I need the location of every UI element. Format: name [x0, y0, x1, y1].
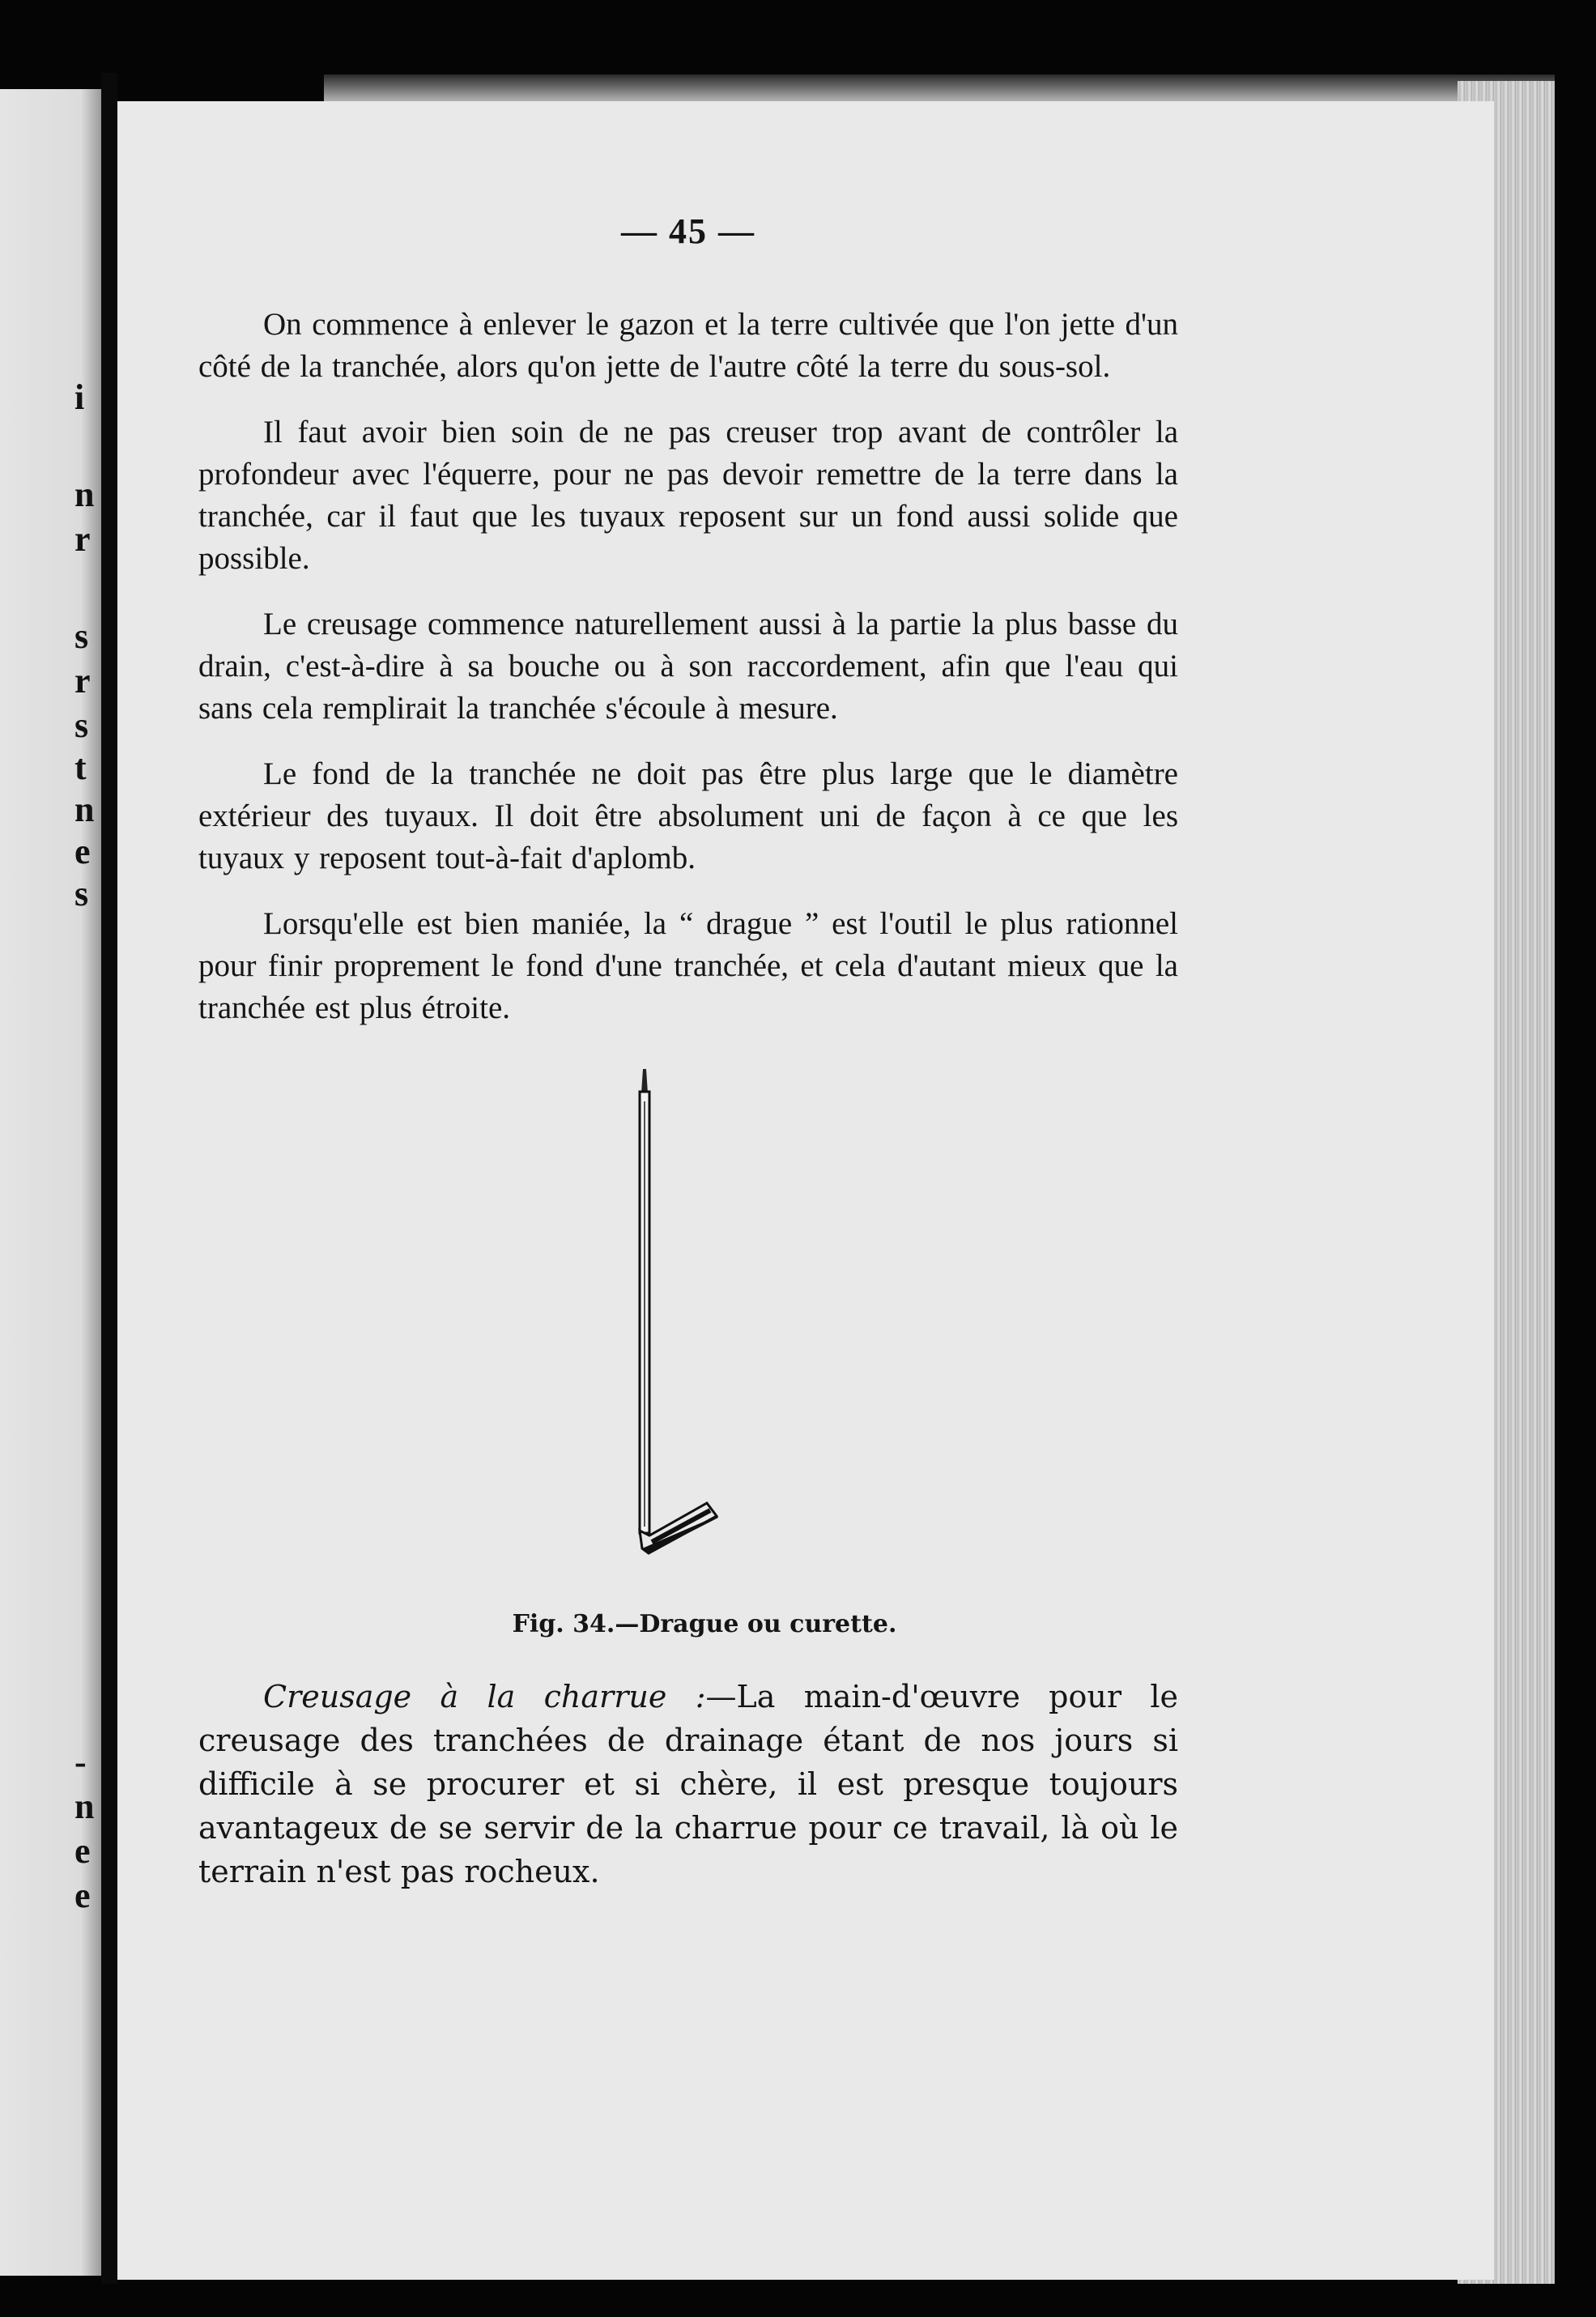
paragraph: Le fond de la tranchée ne doit pas être plus large que le diamètre extérieur des tuyaux. Il doit être absolument uni de façon à ce que les tuyaux y reposent tout-à-fait d'aplomb.: [198, 756, 1178, 875]
left-page-letter: t: [74, 747, 87, 787]
left-page-letter: -: [74, 1742, 87, 1782]
left-page-letter: n: [74, 475, 95, 514]
left-page-edge: [0, 89, 101, 2276]
left-page-letter: n: [74, 1787, 95, 1826]
paragraph: Le creusage commence naturellement aussi à la partie la plus basse du drain, c'est-à-dire à sa bouche ou à son raccordement, afin que l'eau qui sans cela remplirait la tranchée s'écoule à mesure.: [198, 607, 1178, 726]
left-page-letter: s: [74, 616, 89, 656]
left-page-letter: n: [74, 790, 95, 829]
drague-tool-illustration: [198, 1053, 1178, 1595]
left-page-letter: r: [74, 519, 91, 559]
paragraph: On commence à enlever le gazon et la terre cultivée que l'on jette d'un côté de la tranchée, alors qu'on jette de l'autre côté la terre du sous-sol.: [198, 307, 1178, 384]
left-page-letter: s: [74, 705, 89, 745]
figure-caption: Fig. 34.—Drague ou curette.: [512, 1610, 897, 1638]
paragraph: Lorsqu'elle est bien maniée, la “ drague ” est l'outil le plus rationnel pour finir proprement le fond d'une tranchée, et cela d'autant mieux que la tranchée est plus étroite.: [198, 906, 1178, 1025]
book-gutter: [101, 73, 117, 2284]
page-number: — 45 —: [621, 211, 755, 251]
left-page-letter: i: [74, 377, 85, 417]
left-page-letter: s: [74, 874, 89, 914]
drague-handle: [640, 1069, 649, 1533]
section-text: —La main-d'œuvre pour le creusage des tranchées de drainage étant de nos jours si difficile à se procurer et si chère, il est presque toujours avantageux de se servir de la charrue pour ce travail, là où le terrain n'est pas rocheux.: [198, 1679, 1178, 1889]
left-page-letter: e: [74, 1831, 91, 1871]
drague-blade: [640, 1503, 718, 1553]
left-page-letter: e: [74, 832, 91, 871]
left-page-letter: r: [74, 661, 91, 701]
section-heading: Creusage à la charrue :: [263, 1679, 706, 1714]
figure-drague: [198, 1053, 1178, 1595]
book-page: [117, 101, 1494, 2280]
plough-section: [198, 1675, 1178, 1893]
left-page-letter: e: [74, 1876, 91, 1915]
paragraph: Il faut avoir bien soin de ne pas creuser trop avant de contrôler la profondeur avec l'équerre, pour ne pas devoir remettre de la terre dans la tranchée, car il faut que les tuyaux reposent sur un fond aussi solide que possible.: [198, 415, 1178, 576]
page-content: [198, 211, 1178, 1893]
